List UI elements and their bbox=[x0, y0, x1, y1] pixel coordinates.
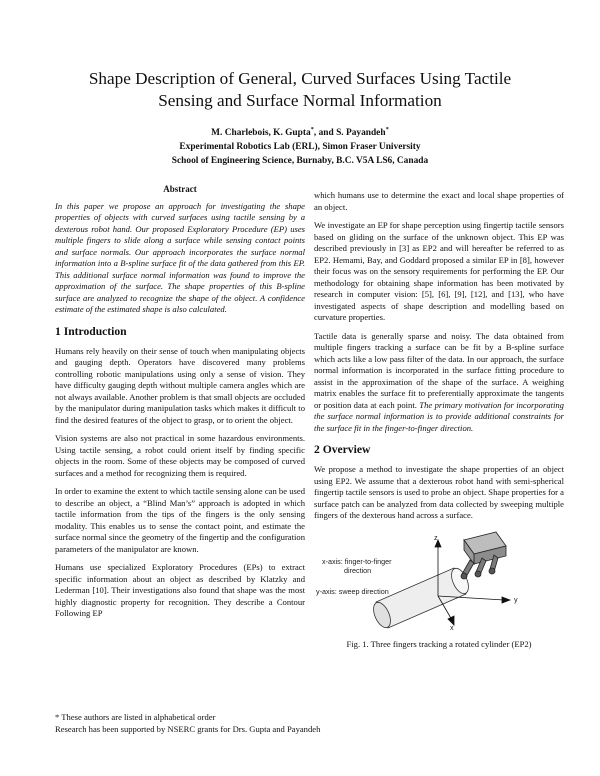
figure-1-caption: Fig. 1. Three fingers tracking a rotated cylinder (EP2) bbox=[346, 638, 532, 649]
left-column bbox=[55, 184, 305, 627]
author-block bbox=[40, 123, 560, 168]
intro-paragraph-6: We investigate an EP for shape perception using fingertip tactile sensors based on gliding on the surface of the unknown object. This EP was described previously in [3] as EP2 and will hereafter be referred to as EP2. Hemami, Bay, and Goddard proposed a similar EP in [8], however their focus was on the sensory requirements for performing the EP. Our methodology for obtaining shape information has been motivated by research in computer vision: [5], [6], [9], [12], and [13], who have investigated aspects of shape description and modelling based on curvature properties. bbox=[314, 220, 564, 322]
intro-paragraph-2: Vision systems are also not practical in some hazardous environments. Using tactile sensing, a robot could orient itself by finding specific objects in the room. Some of these objects may be composed of curved surfaces and a method for recognizing them is required. bbox=[55, 433, 305, 478]
author-names: M. Charlebois, K. Gupta*, and S. Payandeh* bbox=[211, 126, 389, 139]
cylinder-shape bbox=[370, 565, 472, 629]
intro-paragraph-3: In order to examine the extent to which tactile sensing alone can be used to describe an object, a “Blind Man’s” approach is adopted in which tactile information from the tips of the fingers is the only sensing modality. This enables us to sense the contact point, and estimate the surface normal since the geometry of the fingertip and the configuration parameters of the manipulator are known. bbox=[55, 486, 305, 554]
affiliation-school: School of Engineering Science, Burnaby, B.C. V5A LS6, Canada bbox=[171, 156, 429, 167]
robot-hand bbox=[461, 532, 506, 579]
footnote bbox=[55, 712, 320, 735]
title-line-1: Shape Description of General, Curved Surfaces Using Tactile bbox=[88, 69, 512, 88]
xaxis-label-line2: direction bbox=[344, 565, 372, 575]
right-column bbox=[314, 190, 564, 650]
figure-1 bbox=[314, 530, 564, 635]
footnote-alphabetical: * These authors are listed in alphabetical order bbox=[55, 712, 216, 722]
title-line-2: Sensing and Surface Normal Information bbox=[158, 91, 442, 110]
intro-paragraph-7: Tactile data is generally sparse and noisy. The data obtained from multiple fingers tracking a surface can be fit by a B-spline surface which acts like a low pass filter of the data. In our approach, the surface normal information is incorporated in the surface fitting procedure to assist in the approximation of the shape of the surface. A weighing matrix enables the surface fit to preferentially approximate the tangents or position data at each point. The primary motivation for incorporating the surface normal information is to provide additional constraints for the surface fit in the finger-to-finger direction. bbox=[314, 330, 564, 433]
section-1-heading: 1 Introduction bbox=[55, 324, 127, 338]
y-axis-letter: y bbox=[514, 594, 518, 604]
footnote-funding: Research has been supported by NSERC grants for Drs. Gupta and Payandeh bbox=[55, 723, 321, 734]
intro-paragraph-1: Humans rely heavily on their sense of touch when manipulating objects and gauging depth. Operators have discovered many problems controlling robotic manipulations using only a sense of vision. They have difficulty gauging depth without multiple camera angles which are not always available. Another problem is that small objects are occluded by the manipulator during manipulation tasks which makes it difficult to find the desired features of the object to grasp, or to orient the object. bbox=[55, 345, 305, 425]
finger-cylinder-illustration bbox=[314, 530, 564, 635]
paper-title bbox=[40, 68, 560, 112]
overview-paragraph-1: We propose a method to investigate the shape properties of an object using EP2. We assume that a dexterous robot hand with semi-spherical fingertip tactile sensors is used to probe an object. Shape properties for a surface patch can be analyzed from data collected by sweeping multiple fingers of the dexterous hand across a surface. bbox=[314, 464, 564, 520]
x-axis-letter: x bbox=[450, 622, 454, 632]
intro-paragraph-4: Humans use specialized Exploratory Procedures (EPs) to extract specific information about an object as described by Klatzky and Lederman [10]. Their investigations also found that shape was the most highly diagnostic property for recognition. They describe a Contour Following EP bbox=[55, 562, 305, 618]
intro-paragraph-5: which humans use to determine the exact and local shape properties of an object. bbox=[314, 190, 564, 212]
abstract-text: In this paper we propose an approach for investigating the shape properties of objects with curved surfaces using tactile sensing by a dexterous robot hand. Our proposed Exploratory Procedure (EP) uses multiple fingers to slide along a surface while sensing contact points and surface normals. Our approach incorporates the surface normal information into a B-spline surface fit of the data gathered from this EP. This additional surface normal information was found to improve the approximation of the surface. The shape properties of this B-spline surface are analyzed to recognize the shape of the object. A confidence estimate of the estimated shape is also calculated. bbox=[55, 200, 305, 314]
section-2-heading: 2 Overview bbox=[314, 443, 371, 456]
yaxis-label: y-axis: sweep direction bbox=[316, 586, 389, 596]
xaxis-label: x-axis: finger-to-finger bbox=[322, 556, 392, 566]
abstract-heading: Abstract bbox=[163, 184, 197, 194]
affiliation-lab: Experimental Robotics Lab (ERL), Simon Fraser University bbox=[179, 142, 421, 153]
z-axis-letter: z bbox=[434, 532, 438, 542]
